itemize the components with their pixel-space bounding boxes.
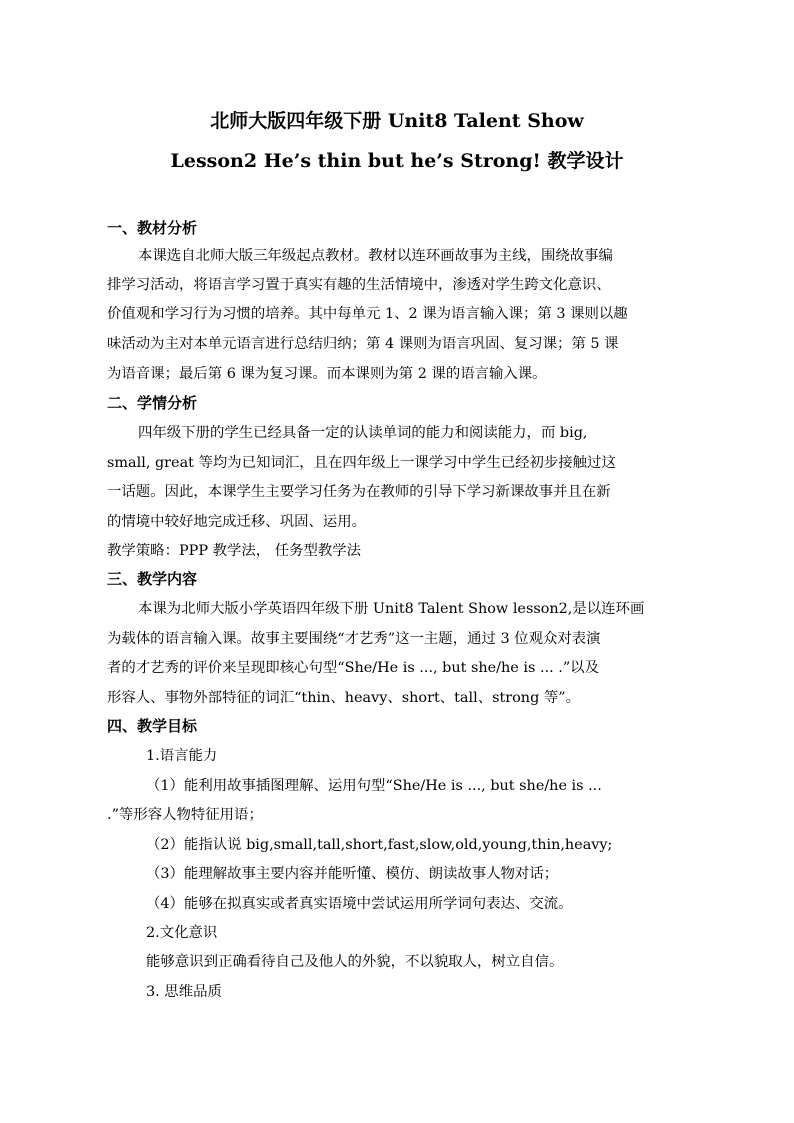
objective-item: （2）能指认说 big,small,tall,short,fast,slow,old,young,thin,heavy; (146, 837, 613, 853)
objective-subheading: 2.文化意识 (146, 925, 218, 941)
paragraph-line: 四年级下册的学生已经具备一定的认读单词的能力和阅读能力，而 big, (138, 425, 588, 441)
document-subtitle: Lesson2 He’s thin but he’s Strong! 教学设计 (170, 150, 624, 172)
objective-item-continued: .”等形容人物特征用语； (107, 807, 263, 823)
section-heading-teaching-content: 三、教学内容 (107, 570, 198, 588)
paragraph-line: small, great 等均为已知词汇，且在四年级上一课学习中学生已经初步接触过这 (107, 455, 616, 471)
section-heading-textbook-analysis: 一、教材分析 (107, 219, 198, 237)
section-heading-teaching-objectives: 四、教学目标 (107, 717, 198, 735)
paragraph-line: 为语音课；最后第 6 课为复习课。而本课则为第 2 课的语言输入课。 (107, 366, 547, 382)
objective-subheading: 3. 思维品质 (146, 984, 222, 1000)
paragraph-line: 为载体的语言输入课。故事主要围绕“才艺秀”这一主题，通过 3 位观众对表演 (107, 631, 601, 647)
paragraph-line: 一话题。因此，本课学生主要学习任务为在教师的引导下学习新课故事并且在新 (107, 484, 611, 500)
paragraph-line: 者的才艺秀的评价来呈现即核心句型“She/He is ..., but she/he is ... .”以及 (107, 660, 599, 676)
objective-item: （4）能够在拟真实或者真实语境中尝试运用所学词句表达、交流。 (146, 896, 573, 912)
teaching-strategy: 教学策略：PPP 教学法， 任务型教学法 (107, 543, 362, 559)
objective-item: （3）能理解故事主要内容并能听懂、模仿、朗读故事人物对话； (146, 866, 559, 882)
paragraph-line: 排学习活动，将语言学习置于真实有趣的生活情境中，渗透对学生跨文化意识、 (107, 277, 611, 293)
document-title: 北师大版四年级下册 Unit8 Talent Show (210, 110, 584, 132)
paragraph-line: 本课选自北师大版三年级起点教材。教材以连环画故事为主线，围绕故事编 (138, 248, 613, 264)
objective-subheading: 1.语言能力 (146, 748, 218, 764)
paragraph-line: 能够意识到正确看待自己及他人的外貌，不以貌取人，树立自信。 (146, 954, 564, 970)
paragraph-line: 的情境中较好地完成迁移、巩固、运用。 (107, 514, 367, 530)
objective-item: （1）能利用故事插图理解、运用句型“She/He is ..., but she/he is ... (146, 778, 602, 794)
paragraph-line: 价值观和学习行为习惯的培养。其中每单元 1、2 课为语言输入课；第 3 课则以趣 (107, 306, 628, 322)
paragraph-line: 味活动为主对本单元语言进行总结归纳；第 4 课则为语言巩固、复习课；第 5 课 (107, 336, 619, 352)
paragraph-line: 形容人、事物外部特征的词汇“thin、heavy、short、tall、strong 等”。 (107, 690, 580, 706)
paragraph-line: 本课为北师大版小学英语四年级下册 Unit8 Talent Show lesson2,是以连环画 (138, 601, 645, 617)
section-heading-learner-analysis: 二、学情分析 (107, 394, 198, 412)
